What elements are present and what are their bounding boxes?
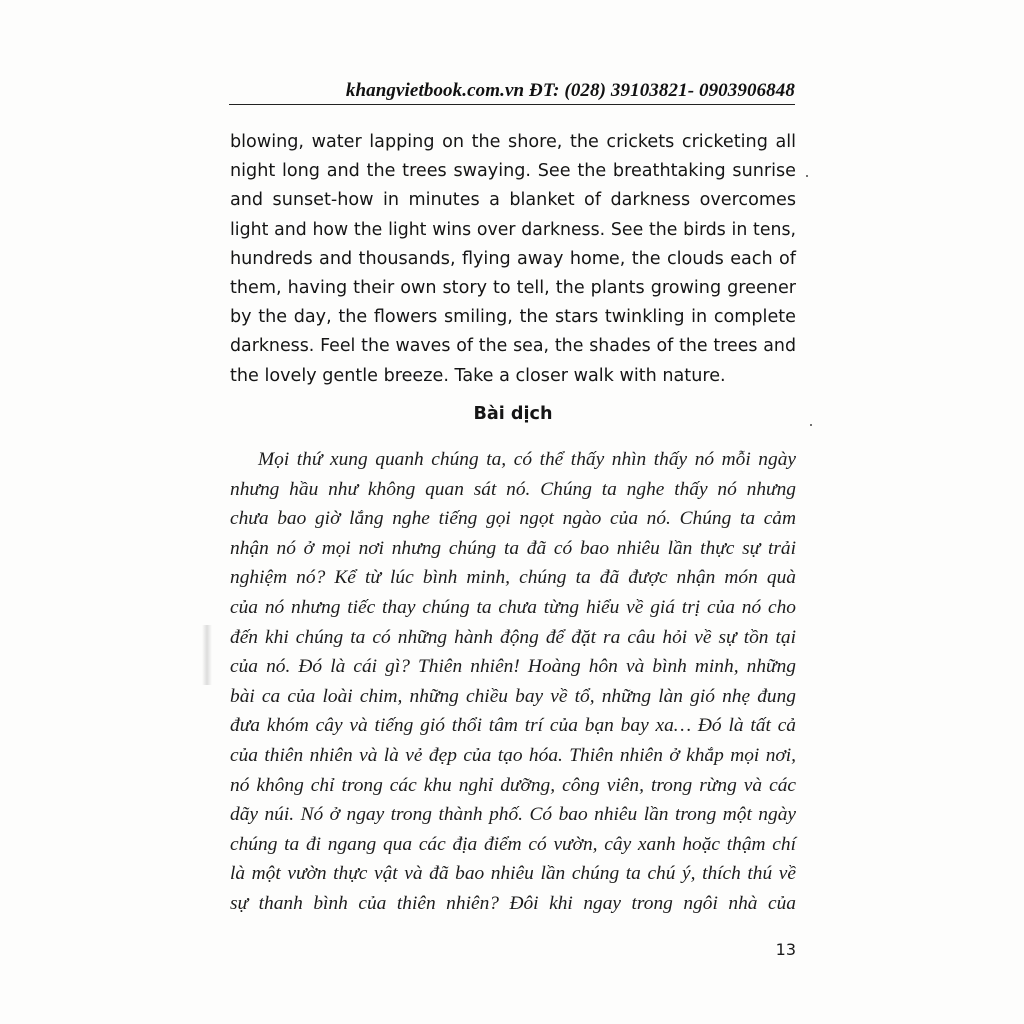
translation-line: đến khi chúng ta có những hành động để đặt ra câu hỏi về sự tồn tại: [230, 626, 796, 648]
scan-speck: [806, 175, 808, 177]
english-line: hundreds and thousands, flying away home, the clouds each of: [230, 248, 796, 269]
section-title: Bài dịch: [473, 404, 553, 424]
english-line: them, having their own story to tell, the plants growing greener: [230, 278, 796, 299]
english-passage: [230, 128, 796, 391]
english-line: and sunset-how in minutes a blanket of darkness overcomes: [230, 190, 796, 211]
translation-line: dãy núi. Nó ở ngay trong thành phố. Có bao nhiêu lần trong một ngày: [230, 804, 796, 826]
translation-line: chúng ta đi ngang qua các địa điểm có vườn, cây xanh hoặc thậm chí: [230, 833, 796, 855]
translation-line: của nó. Đó là cái gì? Thiên nhiên! Hoàng hôn và bình minh, những: [230, 656, 796, 678]
translation-line: đưa khóm cây và tiếng gió thổi tâm trí của bạn bay xa… Đó là tất cả: [230, 715, 796, 737]
scan-speck: [810, 424, 812, 426]
translation-line: chưa bao giờ lắng nghe tiếng gọi ngọt ngào của nó. Chúng ta cảm: [230, 508, 796, 530]
translation-line: nhận nó ở mọi nơi nhưng chúng ta đã có bao nhiêu lần thực sự trải: [230, 537, 796, 559]
english-line: the lovely gentle breeze. Take a closer walk with nature.: [230, 365, 726, 386]
english-line: blowing, water lapping on the shore, the crickets cricketing all: [230, 132, 796, 152]
translation-line: bài ca của loài chim, những chiều bay về tổ, những làn gió nhẹ đung: [230, 685, 796, 707]
translation-line: nhưng hầu như không quan sát nó. Chúng ta nghe thấy nó nhưng: [230, 478, 796, 500]
english-line: by the day, the flowers smiling, the stars twinkling in complete: [230, 307, 796, 328]
translation-line: nghiệm nó? Kể từ lúc bình minh, chúng ta đã được nhận món quà: [230, 567, 796, 589]
translation-line: của thiên nhiên và là vẻ đẹp của tạo hóa. Thiên nhiên ở khắp mọi nơi,: [230, 744, 796, 766]
english-line: night long and the trees swaying. See the breathtaking sunrise: [230, 161, 796, 182]
english-line: light and how the light wins over darkness. See the birds in tens,: [230, 219, 796, 240]
translation-line: sự thanh bình của thiên nhiên? Đôi khi ngay trong ngôi nhà của: [230, 892, 796, 914]
english-line: darkness. Feel the waves of the sea, the shades of the trees and: [230, 336, 796, 357]
translation-line: Mọi thứ xung quanh chúng ta, có thể thấy nhìn thấy nó mỗi ngày: [258, 449, 796, 470]
translation-line: nó không chỉ trong các khu nghỉ dưỡng, công viên, trong rừng và các: [230, 774, 796, 796]
page-header: khangvietbook.com.vn ĐT: (028) 39103821- 0903906848: [345, 80, 795, 101]
translation-line: của nó nhưng tiếc thay chúng ta chưa từng hiểu về giá trị của nó cho: [230, 596, 796, 618]
scan-shadow: [202, 625, 212, 685]
translation-passage: [230, 445, 796, 919]
translation-line: là một vườn thực vật và đã bao nhiêu lần chúng ta chú ý, thích thú về: [230, 863, 796, 885]
page-number: 13: [775, 940, 796, 959]
header-rule: [229, 104, 795, 105]
